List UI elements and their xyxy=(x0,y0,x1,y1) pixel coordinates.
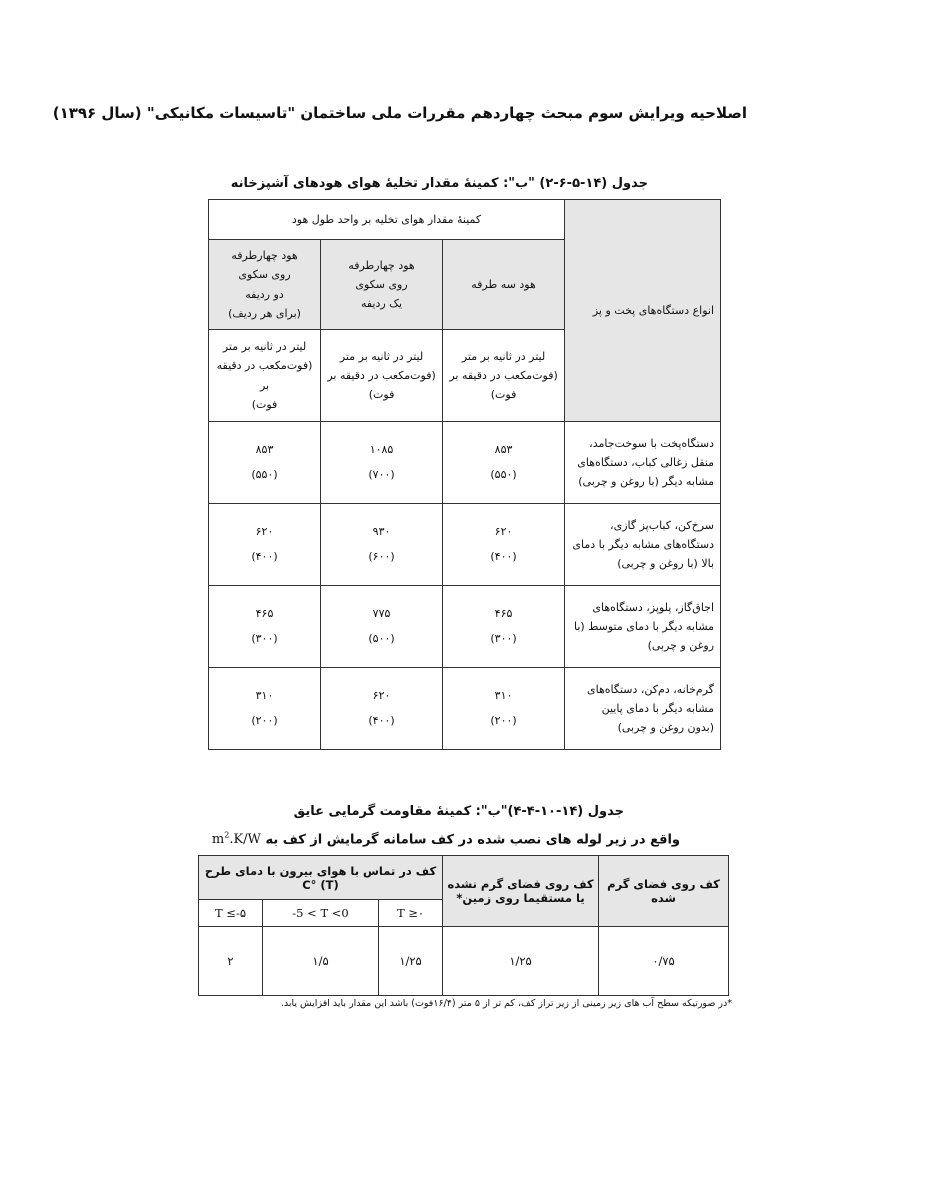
value-cell: ۰/۷۵ xyxy=(599,927,729,996)
value-cell: ۶۲۰ (۴۰۰) xyxy=(443,504,565,586)
col-header-four-sided-single: هود چهارطرفه روی سکوی یک ردیفه xyxy=(321,240,443,330)
value-cell: ۱/۲۵ xyxy=(379,927,443,996)
col-header-three-sided: هود سه طرفه xyxy=(443,240,565,330)
row-header: انواع دستگاه‌های پخت و پز xyxy=(565,200,721,422)
col-heated-space: کف روی فضای گرم شده xyxy=(599,856,729,927)
unit-exponent: 2 xyxy=(224,831,230,840)
value-cell: ۱/۵ xyxy=(263,927,379,996)
page-title: اصلاحیه ویرایش سوم مبحث چهاردهم مقررات ملی ساختمان "تاسیسات مکانیکی" (سال ۱۳۹۶) xyxy=(52,104,747,122)
condition-cell: T ≥۰ xyxy=(379,900,443,927)
value-cell: ۶۲۰ (۴۰۰) xyxy=(321,668,443,750)
value-cell: ۲ xyxy=(199,927,263,996)
table-row xyxy=(209,586,721,668)
table-row xyxy=(199,927,729,996)
unit-cell: لیتر در ثانیه بر متر (فوت‌مکعب در دقیقه بر فوت) xyxy=(209,330,321,422)
kitchen-hood-exhaust-table xyxy=(208,199,721,750)
footnote: *در صورتیکه سطح آب های زیر زمینی از زیر تراز کف، کم تر از ۵ متر (۱۶/۴فوت) باشد این مقدار باید افزایش یابد. xyxy=(280,998,732,1009)
appliance-type: اجاق‌گاز، پلوپز، دستگاه‌های مشابه دیگر با دمای متوسط (با روغن و چربی) xyxy=(565,586,721,668)
table2-caption: جدول (۱۴-۱۰-۴-۴)"ب": کمینهٔ مقاومت گرمایی عایق xyxy=(293,804,624,819)
insulation-resistance-table xyxy=(198,855,729,996)
col-outdoor-contact: کف در تماس با هوای بیرون با دمای طرح (T) °C xyxy=(199,856,443,900)
col-unheated-space: کف روی فضای گرم نشده یا مستقیما روی زمین* xyxy=(443,856,599,927)
table-row xyxy=(209,504,721,586)
appliance-type: دستگاه‌پخت با سوخت‌جامد، منقل زغالی کباب، دستگاه‌های مشابه دیگر (با روغن و چربی) xyxy=(565,422,721,504)
unit-base: m xyxy=(211,832,225,848)
unit-cell: لیتر در ثانیه بر متر (فوت‌مکعب در دقیقه بر فوت) xyxy=(321,330,443,422)
value-cell: ۱۰۸۵ (۷۰۰) xyxy=(321,422,443,504)
table1-caption: جدول (۱۴-۵-۶-۲) "ب": کمینهٔ مقدار تخلیهٔ هوای هودهای آشپزخانه xyxy=(230,176,648,191)
condition-cell: T ≤-۵ xyxy=(199,900,263,927)
value-cell: ۷۷۵ (۵۰۰) xyxy=(321,586,443,668)
value-cell: ۶۲۰ (۴۰۰) xyxy=(209,504,321,586)
value-cell: ۴۶۵ (۳۰۰) xyxy=(209,586,321,668)
group-header: کمینهٔ مقدار هوای تخلیه بر واحد طول هود xyxy=(209,200,565,240)
value-cell: ۸۵۳ (۵۵۰) xyxy=(209,422,321,504)
appliance-type: گرم‌خانه، دم‌کن، دستگاه‌های مشابه دیگر با دمای پایین (بدون روغن و چربی) xyxy=(565,668,721,750)
value-cell: ۴۶۵ (۳۰۰) xyxy=(443,586,565,668)
subcaption-text: واقع در زیر لوله های نصب شده در کف سامانه گرمایش از کف به xyxy=(265,832,680,848)
unit-cell: لیتر در ثانیه بر متر (فوت‌مکعب در دقیقه بر فوت) xyxy=(443,330,565,422)
col-header-four-sided-double: هود چهارطرفه روی سکوی دو ردیفه (برای هر ردیف) xyxy=(209,240,321,330)
condition-cell: -5 < T <0 xyxy=(263,900,379,927)
value-cell: ۳۱۰ (۲۰۰) xyxy=(209,668,321,750)
value-cell: ۱/۲۵ xyxy=(443,927,599,996)
value-cell: ۳۱۰ (۲۰۰) xyxy=(443,668,565,750)
table2-subcaption xyxy=(200,831,680,847)
unit-rest: .K/W xyxy=(229,832,261,848)
unit-label xyxy=(212,832,261,847)
value-cell: ۸۵۳ (۵۵۰) xyxy=(443,422,565,504)
table-row xyxy=(209,422,721,504)
value-cell: ۹۳۰ (۶۰۰) xyxy=(321,504,443,586)
appliance-type: سرخ‌کن، کباب‌پز گازی، دستگاه‌های مشابه دیگر با دمای بالا (با روغن و چربی) xyxy=(565,504,721,586)
table-row xyxy=(209,668,721,750)
